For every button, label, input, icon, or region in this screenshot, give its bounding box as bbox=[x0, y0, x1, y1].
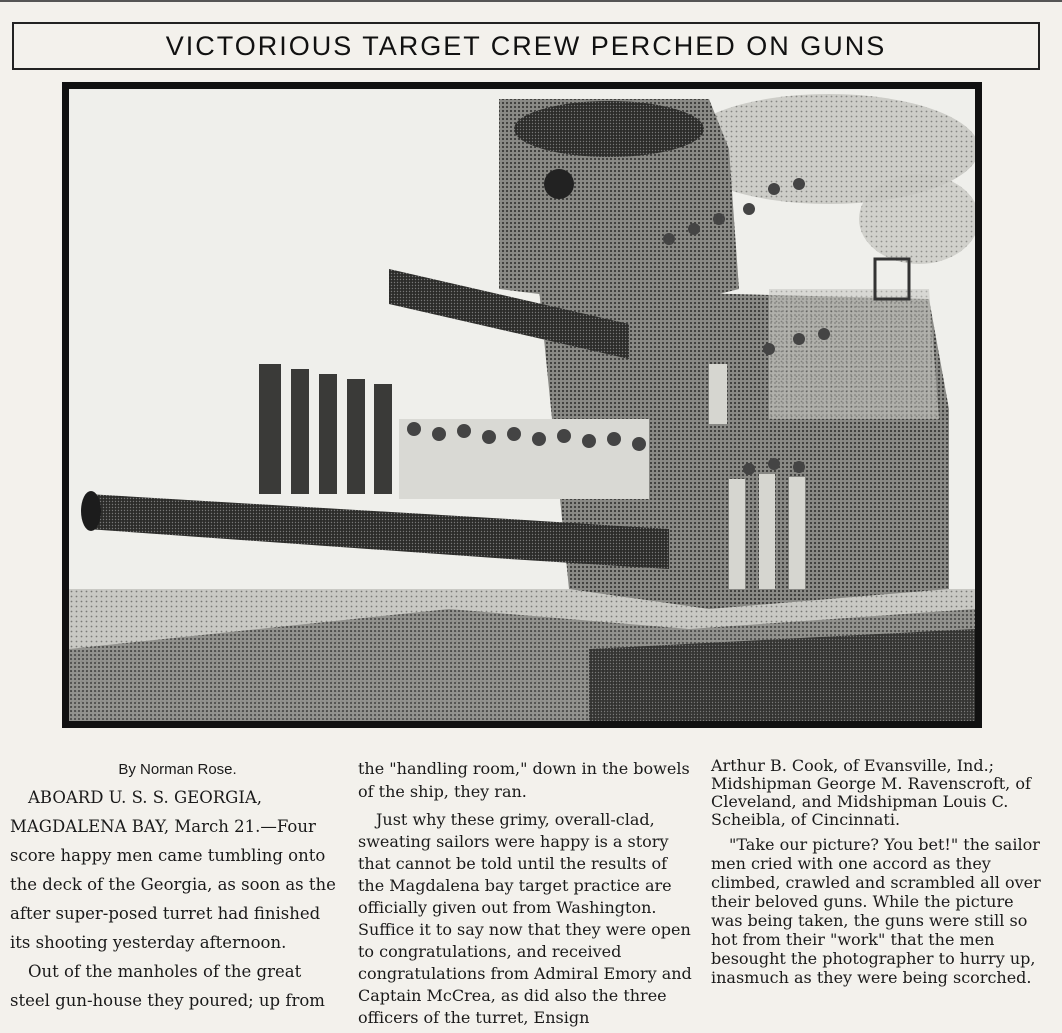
column-2-paragraph-1: the "handling room," down in the bowels of the ship, they ran. bbox=[358, 759, 690, 801]
column-3-paragraph-2: "Take our picture? You bet!" the sailor men cried with one accord as they climbed, crawled and scrambled all over their beloved guns. While the picture was being taken, the guns were still so hot from their "work" that the men besought the photographer to hurry up, inasmuch as they were being scorched. bbox=[711, 835, 1041, 987]
column-3-paragraph-1: Arthur B. Cook, of Evansville, Ind.; Midshipman George M. Ravenscroft, of Cleveland, and Midshipman Louis C. Scheibla, of Cincinnati. bbox=[711, 756, 1031, 829]
column-2-paragraph-2: Just why these grimy, overall-clad, sweating sailors were happy is a story that cannot be told until the results of the Magdalena bay target practice are officially given out from Washington. Suffice it to say now that they were open to congratulations, and received congratulations from Admiral Emory and Captain McCrea, as did also the three officers of the turret, Ensign bbox=[358, 810, 692, 1027]
column-1-paragraph-2: Out of the manholes of the great steel gun-house they poured; up from bbox=[10, 962, 325, 1010]
top-rule bbox=[0, 0, 1062, 2]
headline: VICTORIOUS TARGET CREW PERCHED ON GUNS bbox=[165, 30, 887, 61]
battleship-turret-photo-icon bbox=[69, 89, 975, 721]
article-column-3 bbox=[711, 757, 1047, 987]
article-column-2 bbox=[358, 757, 694, 1029]
photo-frame bbox=[62, 82, 982, 728]
article-column-1 bbox=[10, 757, 345, 1015]
headline-box bbox=[12, 22, 1040, 70]
byline: By Norman Rose. bbox=[118, 761, 237, 778]
column-1-paragraph-1: ABOARD U. S. S. GEORGIA, MAGDALENA BAY, March 21.—Four score happy men came tumbling onto the deck of the Georgia, as soon as the after super-posed turret had finished its shooting yesterday afternoon. bbox=[10, 788, 336, 952]
